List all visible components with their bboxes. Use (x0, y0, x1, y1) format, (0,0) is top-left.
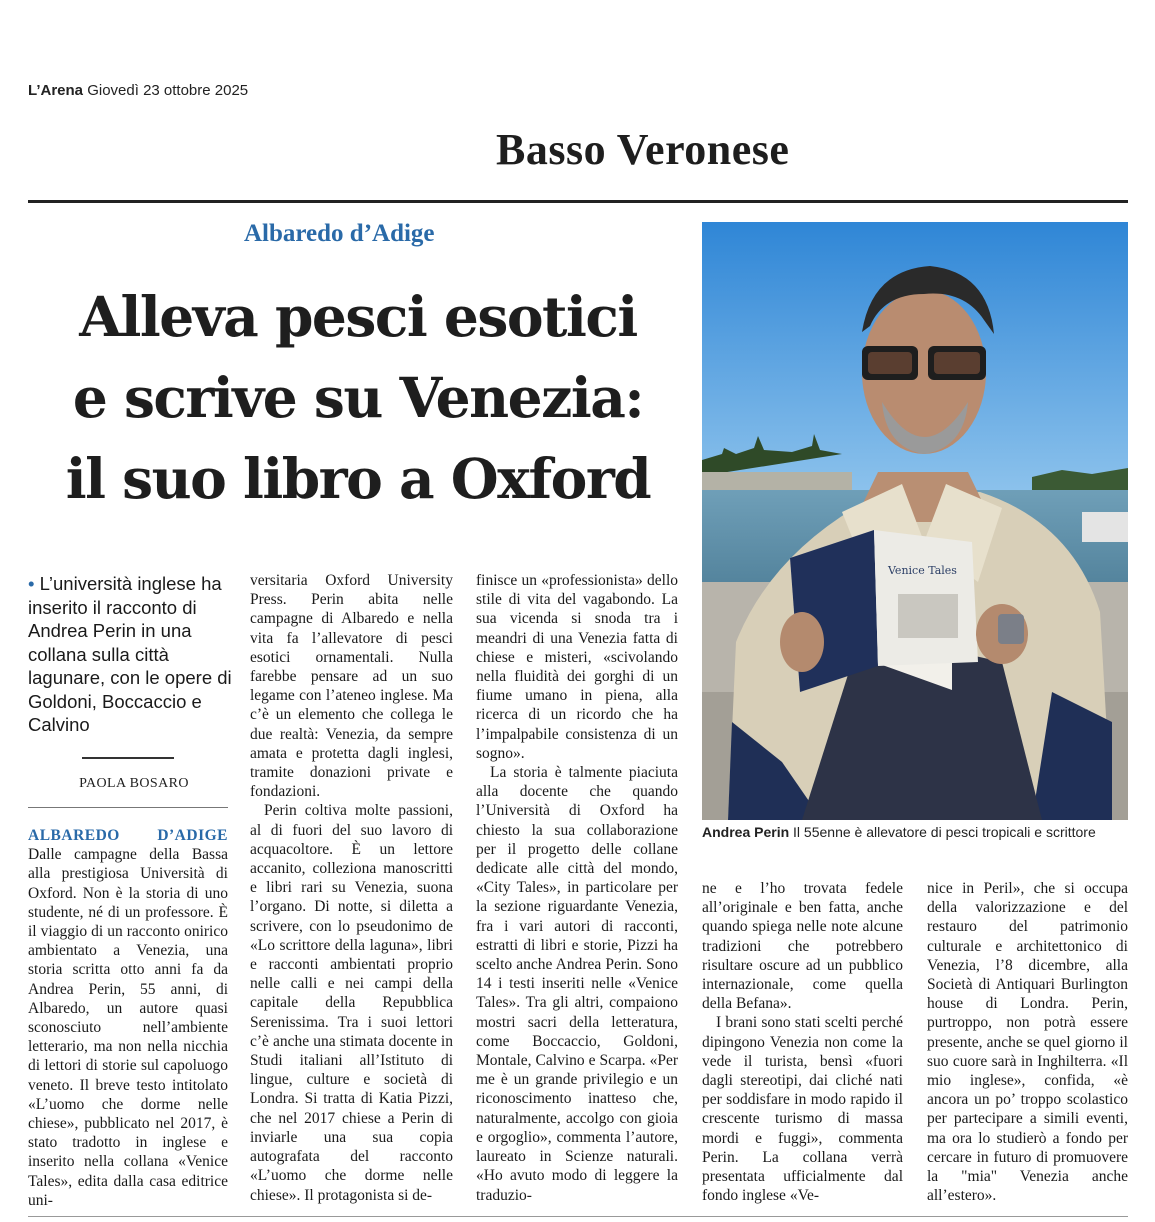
article-dateline: ALBAREDO D’ADIGE (28, 827, 228, 844)
headline (38, 276, 678, 519)
article-column-3 (476, 571, 678, 1205)
page-bottom-rule (28, 1216, 1128, 1217)
photo-caption (702, 824, 1132, 840)
headline-line: e scrive su Venezia: (72, 365, 644, 430)
paragraph: ne e l’ho trovata fedele all’originale e ben fatta, anche quando spiega nelle note alcune tradizioni che potrebbero risultare oscure ad un pubblico internazionale, come quella della Befana». (702, 880, 903, 1013)
paragraph: Perin coltiva molte passioni, al di fuori del suo lavoro di acquacoltore. È un lettore accanito, colleziona manoscritti e libri rari su Venezia, suona l’organo. Di notte, si diletta a scrivere, con lo pseudonimo de «Lo scrittore della laguna», libri e racconti ambientati proprio nelle calli e nei campi della capitale della Repubblica Serenissima. Tra i suoi lettori c’è anche una stimata docente in Studi italiani all’Istituto di lingue, culture e società di Londra. Si tratta di Katia Pizzi, che nel 2017 chiese a Perin di inviarle una sua copia autografata del racconto «L’uomo che dorme nelle chiese». Il protagonista si de- (250, 802, 453, 1204)
paragraph: I brani sono stati scelti perché dipingono Venezia non come la vede il turista, bensì «fuori dagli stereotipi, dai cliché nati per soddisfare in modo rapido il crescente turismo di massa mordi e fuggi», commenta Perin. La collana verrà presentata ufficialmente dal fondo inglese «Ve- (702, 1014, 903, 1205)
caption-text: Il 55enne è allevatore di pesci tropicali e scrittore (793, 824, 1096, 840)
summary-divider (82, 757, 174, 759)
article-summary (28, 572, 240, 737)
article-column-1 (28, 826, 228, 1210)
paper-name: L’Arena (28, 82, 84, 99)
column-text: Dalle campagne della Bassa alla prestigiosa Università di Oxford. Non è la storia di uno studente, né di un professore. È il viaggio di un racconto onirico ambientato a Venezia, una storia scritta otto anni fa da Andrea Perin, 55 anni, di Albaredo, un autore quasi sconosciuto nell’ambiente letterario, ma non nella nicchia di lettori di storie sul capoluogo veneto. Il breve testo intitolato «L’uomo che dorme nelle chiese», pubblicato nel 2017, è stato tradotto in inglese e inserito nella collana «Venice Tales», edita dalla casa editrice uni- (28, 846, 228, 1209)
byline-divider (28, 807, 228, 808)
article-column-4 (702, 879, 903, 1205)
author-photo (702, 222, 1128, 820)
summary-text: L’università inglese ha inserito il racconto di Andrea Perin in una collana sulla città lagunare, con le opere di Goldoni, Boccaccio e Calvino (28, 573, 232, 735)
headline-line: il suo libro a Oxford (65, 446, 651, 511)
article-column-2 (250, 571, 453, 1205)
headline-line: Alleva pesci esotici (79, 284, 637, 349)
bullet-icon: • (28, 573, 35, 594)
book-cover-title: Venice Tales (888, 564, 957, 577)
paragraph: nice in Peril», che si occupa della valorizzazione e del restauro del patrimonio culturale e architettonico di Venezia, l’8 dicembre, alla Società di Antiquari Burlington house di Londra. Perin, purtroppo, non potrà essere presente, anche se quel giorno il suo cuore sarà in Inghilterra. «Il mio inglese», confida, «è ancora un po’ troppo scolastico per partecipare a simili eventi, ma ora lo studierò a fondo per cercare in futuro di promuovere la "mia" Venezia anche all’estero». (927, 880, 1128, 1205)
section-title: Basso Veronese (496, 125, 790, 174)
paragraph: La storia è talmente piaciuta alla docente che quando l’Università di Oxford ha chiesto la sua collaborazione per il progetto delle collane dedicate alle città del mondo, «City Tales», in particolare per la sezione riguardante Venezia, fra i vari autori di racconti, estratti di libri e storie, Pizzi ha scelto anche Andrea Perin. Sono 14 i testi inseriti nelle «Venice Tales». Tra gli altri, compaiono mostri sacri della letteratura, come Boccaccio, Goldoni, Montale, Calvino e Scarpa. «Per me è un grande privilegio e un riconoscimento inatteso che, naturalmente, accolgo con gioia e orgoglio», commenta l’autore, laureato in Scienze naturali. «Ho avuto modo di leggere la traduzio- (476, 764, 678, 1204)
byline: PAOLA BOSARO (79, 776, 189, 791)
article-kicker: Albaredo d’Adige (244, 220, 435, 247)
section-divider (28, 200, 1128, 203)
caption-name: Andrea Perin (702, 824, 790, 840)
article-column-5 (927, 879, 1128, 1205)
issue-date: Giovedì 23 ottobre 2025 (87, 82, 249, 99)
paragraph: finisce un «professionista» dello stile di vita del vagabondo. La sua vicenda si snoda tra i meandri di una Venezia fatta di chiese e misteri, «scivolando nella fluidità dei gorghi di un fiume umano in piena, alla ricerca di un ricordo che ha l’impalpabile consistenza di un sogno». (476, 572, 678, 762)
paragraph: versitaria Oxford University Press. Perin abita nelle campagne di Albaredo e nella vita fa l’allevatore di pesci esotici ornamentali. Nulla farebbe pensare ad un suo legame con l’ateneo inglese. Ma c’è un elemento che collega le due realtà: Venezia, da sempre amata e protetta dagli inglesi, tramite donazioni private e fondazioni. (250, 572, 453, 801)
masthead (28, 82, 248, 99)
